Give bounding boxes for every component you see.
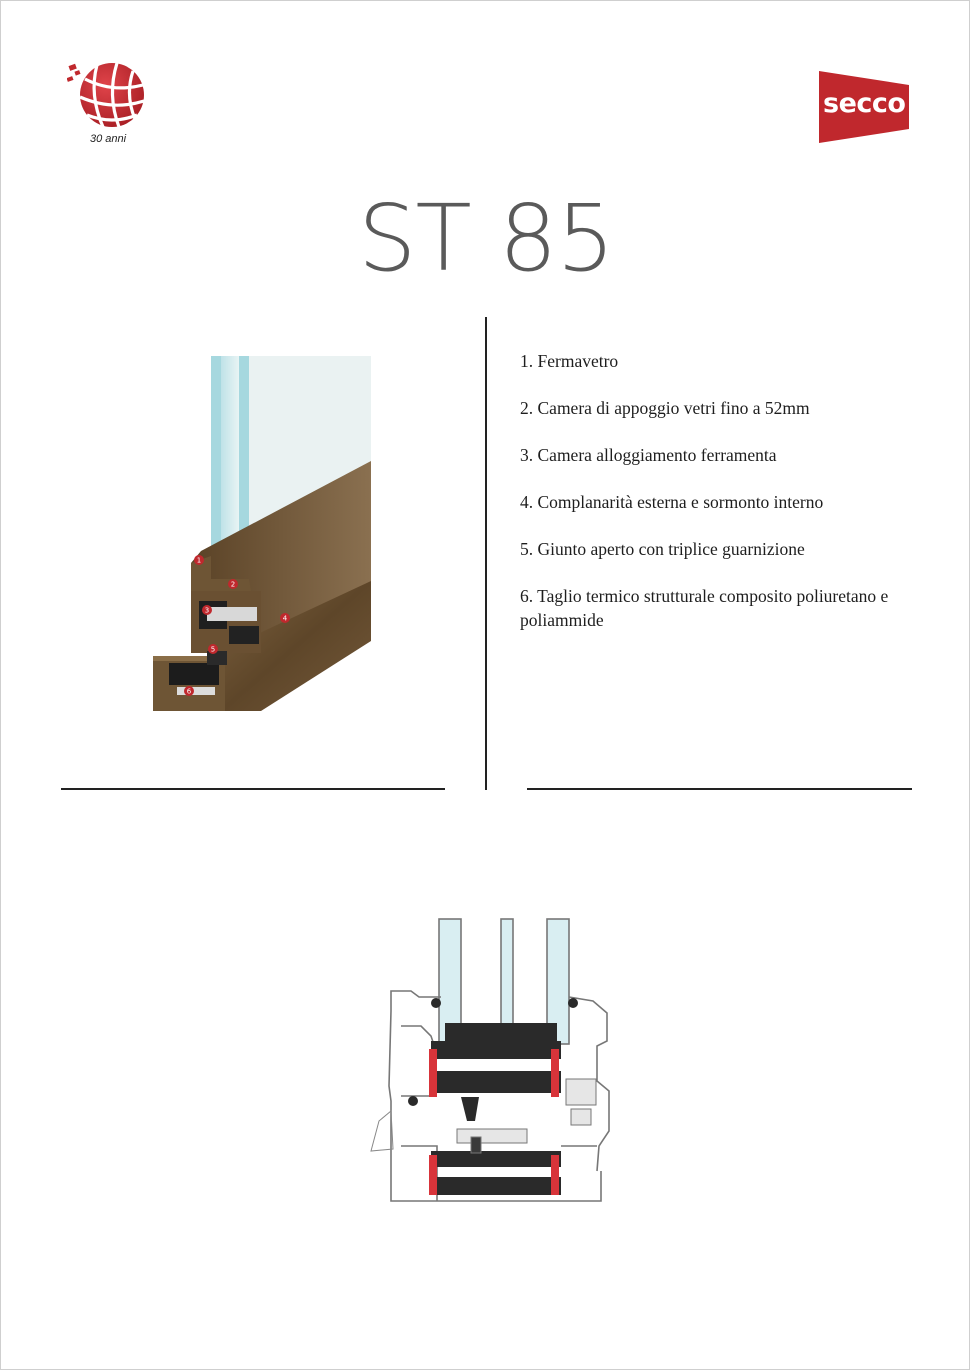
brand-name: secco [823, 88, 906, 119]
feature-item: 6. Taglio termico strutturale composito poliuretano e poliammide [520, 586, 889, 630]
marker-4: 4 [282, 614, 288, 623]
horizontal-rule-right [527, 788, 912, 790]
features-list [520, 349, 920, 655]
anniversary-logo [67, 59, 149, 149]
feature-item: 5. Giunto aperto con triplice guarnizione [520, 539, 805, 559]
feature-item: 3. Camera alloggiamento ferramenta [520, 445, 777, 465]
marker-1: 1 [196, 556, 202, 565]
product-title: ST 85 [358, 185, 614, 292]
profile-section-illustration [111, 351, 381, 731]
globe-icon [67, 59, 149, 135]
feature-item: 2. Camera di appoggio vetri fino a 52mm [520, 398, 810, 418]
cross-section-drawing [361, 911, 631, 1221]
marker-6: 6 [186, 687, 192, 696]
marker-3: 3 [204, 606, 210, 615]
anniversary-caption: 30 anni [90, 133, 127, 145]
brand-logo [819, 71, 909, 143]
marker-5: 5 [210, 645, 216, 654]
feature-item: 4. Complanarità esterna e sormonto interno [520, 492, 824, 512]
vertical-divider [485, 317, 487, 790]
feature-item: 1. Fermavetro [520, 351, 619, 371]
horizontal-rule-left [61, 788, 445, 790]
marker-2: 2 [230, 580, 236, 589]
